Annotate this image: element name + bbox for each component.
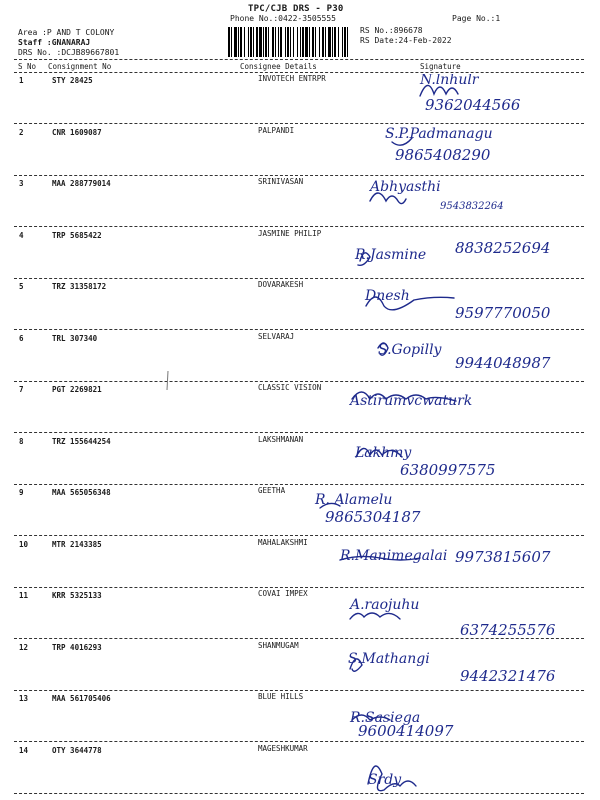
- signature-phone: 9865408290: [395, 145, 491, 164]
- table-row: [0, 744, 600, 798]
- row-sno: 13: [19, 694, 29, 703]
- row-consignee: COVAI IMPEX: [258, 589, 308, 598]
- row-consignment-no: CNR 1609087: [52, 127, 102, 137]
- row-consignee: PALPANDI: [258, 125, 295, 135]
- signature: [300, 486, 600, 540]
- table-row: [0, 641, 600, 695]
- row-consignee: BLUE HILLS: [258, 692, 304, 701]
- row-consignment-no: TRP 5685422: [52, 230, 102, 240]
- signature-phone: 9973815607: [455, 547, 551, 566]
- divider: [14, 59, 584, 60]
- signature: [300, 692, 600, 746]
- col-sno: S No: [18, 62, 37, 71]
- row-consignment-no: MAA 288779014: [52, 179, 111, 188]
- row-sno: 8: [19, 436, 24, 446]
- rs-details: [360, 26, 452, 46]
- table-row: [0, 74, 600, 128]
- signature: [300, 229, 600, 283]
- phone-number: Phone No.:0422-3505555: [230, 14, 336, 23]
- table-row: [0, 229, 600, 283]
- divider: [14, 381, 584, 382]
- divider: [14, 175, 584, 176]
- row-consignment-no: PGT 2269821: [52, 385, 102, 394]
- signature-name: Abhyasthi: [370, 179, 441, 195]
- signature: [300, 589, 600, 643]
- signature-name: S.Mathangi: [348, 650, 430, 667]
- divider: [14, 432, 584, 433]
- signature: [300, 126, 600, 180]
- table-row: [0, 692, 600, 746]
- divider: [14, 535, 584, 536]
- signature-name: A.raojuhu: [350, 597, 420, 613]
- divider: [14, 484, 584, 485]
- row-sno: 6: [19, 333, 24, 343]
- row-consignment-no: STY 28425: [52, 76, 93, 85]
- row-sno: 4: [19, 230, 24, 240]
- row-consignee: SELVARAJ: [258, 331, 295, 341]
- signature: [300, 641, 600, 695]
- signature: [300, 177, 600, 231]
- row-sno: 10: [19, 539, 29, 549]
- divider: [14, 741, 584, 742]
- signature-phone: 9362044566: [425, 96, 521, 114]
- signature: [300, 74, 600, 128]
- table-row: [0, 538, 600, 592]
- row-sno: 11: [19, 591, 29, 600]
- sheet-title: TPC/CJB DRS - P30: [248, 4, 344, 14]
- pen-stroke: [350, 613, 400, 619]
- signature-name: Lakhmy: [355, 444, 412, 461]
- signature: [300, 435, 600, 489]
- page-number: Page No.:1: [452, 14, 501, 23]
- divider: [14, 226, 584, 227]
- divider: [14, 123, 584, 124]
- col-consignment: Consignment No: [48, 62, 112, 71]
- signature-name: S.P.Padmanagu: [385, 125, 493, 142]
- signature-phone: 9442321476: [460, 666, 556, 685]
- row-sno: 2: [19, 127, 24, 137]
- row-sno: 12: [19, 642, 29, 652]
- row-consignee: SHANMUGAM: [258, 640, 299, 650]
- signature-name: Astirumvcwaturk: [350, 393, 473, 409]
- table-row: [0, 177, 600, 231]
- signature-phone: 9944048987: [455, 353, 551, 372]
- signature-phone: 6374255576: [460, 621, 556, 639]
- signature: [300, 383, 600, 437]
- table-row: [0, 383, 600, 437]
- signature-name: R.Manimegalai: [340, 547, 448, 564]
- area-label: Area :P AND T COLONY: [18, 28, 115, 37]
- divider: [14, 72, 584, 73]
- row-consignee: MAGESHKUMAR: [258, 743, 308, 753]
- col-signature: Signature: [420, 62, 461, 71]
- signature-name: S.Gopilly: [378, 341, 442, 358]
- divider: [14, 587, 584, 588]
- row-consignment-no: MAA 561705406: [52, 694, 111, 703]
- table-row: [0, 589, 600, 643]
- col-consignee: Consignee Details: [240, 62, 317, 71]
- row-consignment-no: MAA 565056348: [52, 488, 111, 497]
- signature: [300, 538, 600, 592]
- row-consignment-no: MTR 2143385: [52, 539, 102, 549]
- signature-name: R. Alamelu: [315, 492, 393, 508]
- row-consignee: LAKSHMANAN: [258, 434, 304, 444]
- row-consignee: MAHALAKSHMI: [258, 537, 308, 547]
- signature: [300, 744, 600, 798]
- row-consignee: INVOTECH ENTRPR: [258, 74, 326, 83]
- signature: [300, 280, 600, 334]
- row-consignee: JASMINE PHILIP: [258, 228, 322, 238]
- row-sno: 1: [19, 76, 24, 85]
- row-sno: 7: [19, 385, 24, 394]
- signature-name: Dnesh: [365, 288, 410, 304]
- row-consignee: CLASSIC VISION: [258, 383, 322, 392]
- row-sno: 9: [19, 488, 24, 497]
- divider: [14, 329, 584, 330]
- signature-phone: 9600414097: [358, 722, 454, 740]
- pen-mark-icon: [163, 370, 173, 392]
- row-sno: 3: [19, 179, 24, 188]
- row-sno: 5: [19, 282, 24, 291]
- signature-name: R.Jasmine: [355, 246, 427, 263]
- signature-phone: 6380997575: [400, 460, 496, 479]
- row-consignee: GEETHA: [258, 486, 286, 495]
- barcode-icon: [228, 27, 350, 57]
- divider: [14, 690, 584, 691]
- row-consignment-no: KRR 5325133: [52, 591, 102, 600]
- row-consignment-no: TRP 4016293: [52, 642, 102, 652]
- divider: [14, 638, 584, 639]
- table-row: [0, 332, 600, 386]
- divider: [14, 793, 584, 794]
- table-row: [0, 126, 600, 180]
- signature-phone: 8838252694: [455, 238, 551, 257]
- signature-name: N.lnhulr: [420, 74, 479, 88]
- staff-label: Staff :GNANARAJ: [18, 38, 91, 47]
- signature: [300, 332, 600, 386]
- rs-number: RS No.:896678: [360, 26, 423, 35]
- signature-name: Srdy: [368, 771, 402, 788]
- table-row: [0, 435, 600, 489]
- signature-phone: 9543832264: [440, 201, 504, 212]
- rs-date: RS Date:24-Feb-2022: [360, 36, 452, 45]
- row-consignee: SRINIVASAN: [258, 177, 304, 186]
- header-details: [18, 28, 119, 58]
- row-consignment-no: TRL 307340: [52, 333, 98, 343]
- signature-phone: 9597770050: [455, 304, 551, 322]
- table-row: [0, 280, 600, 334]
- drs-number: DRS No. :DCJB89667801: [18, 48, 120, 57]
- row-consignment-no: TRZ 31358172: [52, 282, 107, 291]
- signature-name: R.Sasiega: [350, 710, 421, 726]
- row-consignee: DOVARAKESH: [258, 280, 304, 289]
- row-sno: 14: [19, 745, 29, 755]
- signature-phone: 9865304187: [325, 508, 421, 526]
- divider: [14, 278, 584, 279]
- row-consignment-no: OTY 3644778: [52, 745, 102, 755]
- table-row: [0, 486, 600, 540]
- row-consignment-no: TRZ 155644254: [52, 436, 111, 446]
